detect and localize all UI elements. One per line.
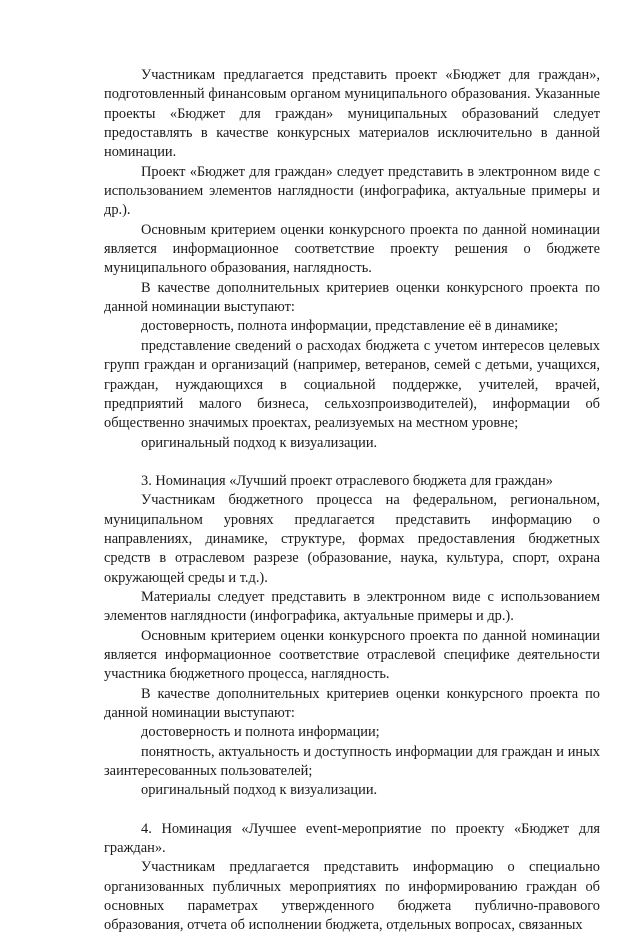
paragraph-sector-materials: Материалы следует представить в электронном виде с использованием элементов наглядности (инфографика, актуальные примеры и др.).	[104, 588, 600, 625]
criterion-item-sector-reliability: достоверность и полнота информации;	[141, 724, 380, 741]
section-heading-nomination-4: 4. Номинация «Лучшее event-мероприятие по проекту «Бюджет для граждан».	[104, 820, 600, 857]
paragraph-sector-additional-criteria: В качестве дополнительных критериев оценки конкурсного проекта по данной номинации выступают:	[104, 685, 600, 721]
paragraph-sector-participants: Участникам бюджетного процесса на федеральном, региональном, муниципальном уровнях предлагается представить информацию о направлениях, динамике, структуре, формах предоставления бюджетных средств в отраслевом разрезе (образование, наука, культура, спорт, охрана окружающей среды и т.д.).	[104, 492, 600, 586]
criterion-item-expenses: представление сведений о расходах бюджета с учетом интересов целевых групп граждан и организаций (например, ветеранов, семей с детьми, учащихся, граждан, нуждающихся в социальной поддержке, учителей, врачей, предприятий малого бизнеса, сельхозпроизводителей), информации об общественно значимых проектах, реализуемых на местном уровне;	[104, 337, 600, 432]
section-heading-nomination-3: 3. Номинация «Лучший проект отраслевого бюджета для граждан»	[141, 472, 553, 489]
paragraph-main-criterion: Основным критерием оценки конкурсного проекта по данной номинации является информационное соответствие проекту решения о бюджете муниципального образования, наглядность.	[104, 221, 600, 277]
criterion-item-visualization: оригинальный подход к визуализации.	[141, 434, 378, 451]
criterion-item-sector-visualization: оригинальный подход к визуализации.	[141, 782, 378, 799]
document-body	[104, 66, 600, 936]
criterion-item-reliability: достоверность, полнота информации, представление её в динамике;	[141, 318, 559, 335]
paragraph-intro-budget-for-citizens: Участникам предлагается представить проект «Бюджет для граждан», подготовленный финансовым органом муниципального образования. Указанные проекты «Бюджет для граждан» муниципальных образований следует предоставлять в качестве конкурсных материалов исключительно в данной номинации.	[104, 67, 600, 161]
paragraph-sector-main-criterion: Основным критерием оценки конкурсного проекта по данной номинации является информационное соответствие отраслевой специфике деятельности участника бюджетного процесса, наглядность.	[104, 627, 600, 683]
criterion-item-sector-clarity: понятность, актуальность и доступность информации для граждан и иных заинтересованных пользователей;	[104, 743, 600, 780]
paragraph-electronic-format: Проект «Бюджет для граждан» следует представить в электронном виде с использованием элементов наглядности (инфографика, актуальные примеры и др.).	[104, 163, 600, 219]
paragraph-additional-criteria: В качестве дополнительных критериев оценки конкурсного проекта по данной номинации выступают:	[104, 279, 600, 316]
paragraph-spacer	[104, 453, 600, 472]
paragraph-event-participants: Участникам предлагается представить информацию о специально организованных публичных мероприятиях по информированию граждан об основных параметрах утвержденного бюджета публично-правового образования, отчета об исполнении бюджета, отдельных вопросах, связанных	[104, 859, 600, 934]
paragraph-spacer	[104, 801, 600, 820]
